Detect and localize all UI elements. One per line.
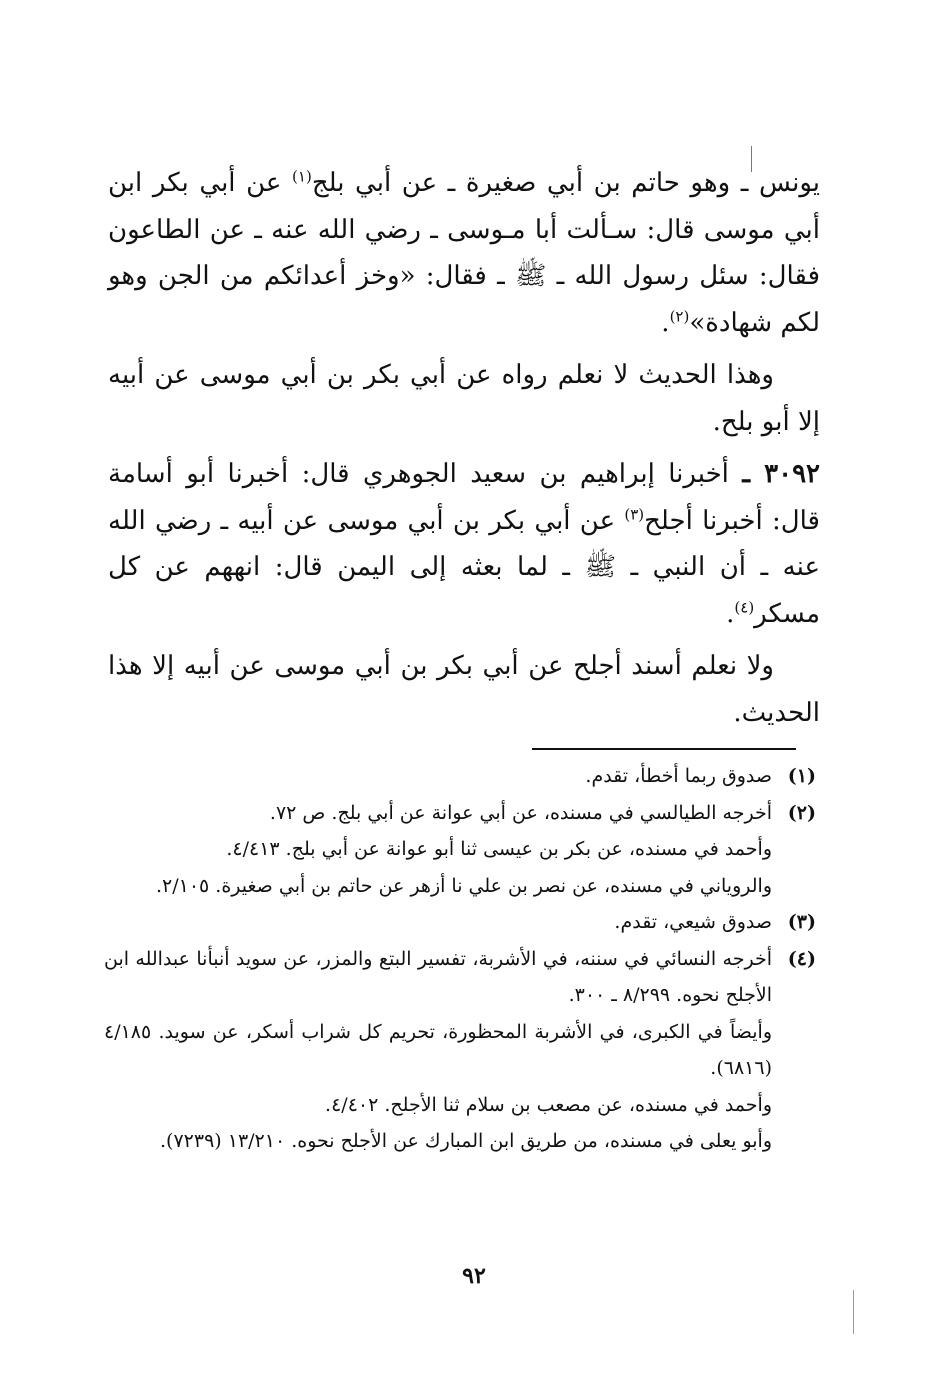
footnote-separator <box>532 748 796 750</box>
footnote-label: (٣) <box>787 911 816 933</box>
text-run: عن أبي بكر بن أبي موسى عن أبيه ـ رضي الله عنه ـ أن النبي ـ ﷺ ـ لما بعثه إلى اليمن قال: انههم عن كل مسكر <box>108 505 820 629</box>
text-run: . <box>726 598 735 629</box>
footnote-4-cont-3: وأبو يعلى في مسنده، من طريق ابن المبارك عن الأجلح نحوه. ١٣/٢١٠ (٧٢٣٩). <box>160 1130 772 1152</box>
text-run: يونس ـ وهو حاتم بن أبي صغيرة ـ عن أبي بلج <box>311 168 820 198</box>
paragraph-2: وهذا الحديث لا نعلم رواه عن أبي بكر بن أبي موسى عن أبيه إلا أبو بلح. <box>108 360 820 437</box>
hadith-3092 <box>108 451 820 637</box>
footnote-label: (٢) <box>787 801 816 824</box>
hadith-number: ٣٠٩٢ ـ <box>742 459 821 489</box>
footnote-4-cont-1: وأيضاً في الكبرى، في الأشربة المحظورة، تحريم كل شراب أسكر، عن سويد. ٤/١٨٥ (٦٨١٦). <box>104 1020 772 1079</box>
footnote-ref-2[interactable]: (٢) <box>669 306 690 325</box>
footnote-ref-1[interactable]: (١) <box>292 167 312 186</box>
text-run: عن أبي بكر ابن أبي موسى قال: سـألت أبا مـوسى ـ رضي الله عنه ـ عن الطاعون فقال: سئل رسول الله ـ ﷺ ـ فقال: «وخز أعدائكم من الجن وهو لكم شهادة» <box>108 168 820 338</box>
text-run: . <box>661 307 670 338</box>
footnote-text: أخرجه الطيالسي في مسنده، عن أبي عوانة عن أبي بلج. ص ٧٢. <box>269 801 772 824</box>
margin-mark <box>853 1290 854 1334</box>
footnote-4 <box>104 941 816 1014</box>
main-text <box>108 160 820 736</box>
footnote-2-cont-2: والروياني في مسنده، عن نصر بن علي نا أزهر عن حاتم بن أبي صغيرة. ٢/١٠٥. <box>155 874 772 897</box>
footnote-text: صدوق ربما أخطأ، تقدم. <box>585 765 772 787</box>
footnote-ref-3[interactable]: (٣) <box>624 504 645 523</box>
footnotes <box>104 758 816 1160</box>
paragraph-1 <box>108 160 820 346</box>
paragraph-4: ولا نعلم أسند أجلح عن أبي بكر بن أبي موسى عن أبيه إلا هذا الحديث. <box>108 651 820 728</box>
page-number: ٩٢ <box>462 1263 486 1289</box>
footnote-2 <box>104 795 816 832</box>
footnote-1 <box>104 758 816 795</box>
text-run: أخبرنا إبراهيم بن سعيد الجوهري قال: أخبرنا أبو أسامة قال: أخبرنا أجلح <box>108 459 820 536</box>
footnote-label: (٤) <box>787 947 816 970</box>
footnote-label: (١) <box>787 765 816 787</box>
footnote-text: صدوق شيعي، تقدم. <box>614 911 772 933</box>
footnote-text: أخرجه النسائي في سننه، في الأشربة، تفسير البتع والمزر، عن سويد أنبأنا عبدالله ابن الأجلح نحوه. ٨/٢٩٩ ـ ٣٠٠. <box>104 947 772 1006</box>
footnote-3 <box>104 904 816 941</box>
footnote-2-cont-1: وأحمد في مسنده، عن بكر بن عيسى ثنا أبو عوانة عن أبي بلج. ٤/٤١٣. <box>226 838 772 860</box>
footnote-4-cont-2: وأحمد في مسنده، عن مصعب بن سلام ثنا الأجلح. ٤/٤٠٢. <box>325 1093 772 1116</box>
footnote-ref-4[interactable]: (٤) <box>734 597 755 616</box>
